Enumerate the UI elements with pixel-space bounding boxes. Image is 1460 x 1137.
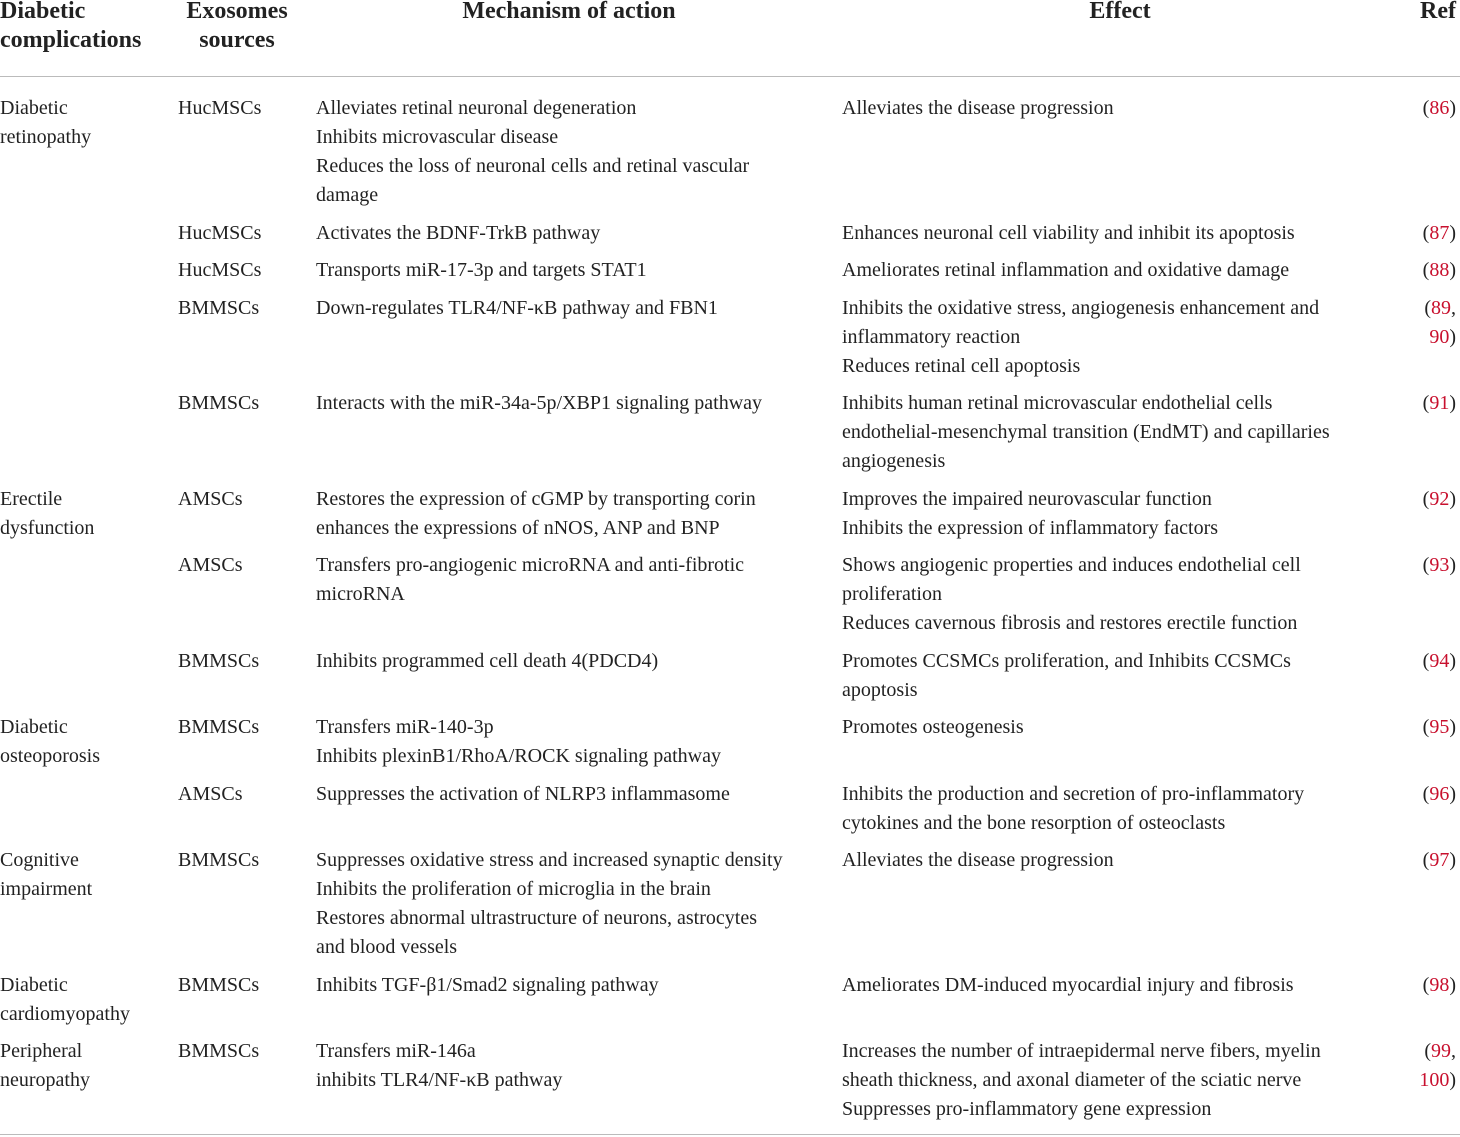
complication-cell: Diabetic cardiomyopathy bbox=[0, 973, 130, 1025]
ref-cell: (99, 100) bbox=[1419, 1040, 1456, 1091]
source-cell: AMSCs bbox=[178, 487, 243, 510]
mechanism-cell: Transfers miR-146a inhibits TLR4/NF-κB pathway bbox=[316, 1040, 563, 1091]
complication-cell: Cognitive impairment bbox=[0, 849, 93, 900]
ref-cell: (96) bbox=[1422, 782, 1456, 805]
mechanism-cell: Suppresses the activation of NLRP3 inflammasome bbox=[316, 782, 730, 805]
effect-cell: Inhibits human retinal microvascular endothelial cells endothelial-mesenchymal transition (EndMT) and capillaries angiogenesis bbox=[842, 392, 1330, 472]
reference-link[interactable]: 96 bbox=[1429, 782, 1450, 805]
mechanism-cell: Alleviates retinal neuronal degeneration Inhibits microvascular disease Reduces the loss of neuronal cells and retinal vascular damage bbox=[316, 97, 750, 206]
mechanism-cell: Inhibits TGF-β1/Smad2 signaling pathway bbox=[316, 973, 659, 996]
reference-link[interactable]: 98 bbox=[1429, 973, 1450, 996]
reference-link[interactable]: 89 bbox=[1431, 296, 1451, 319]
effect-cell: Ameliorates retinal inflammation and oxidative damage bbox=[842, 259, 1290, 281]
effect-cell: Increases the number of intraepidermal nerve fibers, myelin sheath thickness, and axonal diameter of the sciatic nerve Suppresses pro-inflammatory gene expression bbox=[842, 1040, 1321, 1120]
reference-link[interactable]: 95 bbox=[1429, 716, 1450, 738]
mechanism-cell: Inhibits programmed cell death 4(PDCD4) bbox=[316, 649, 659, 672]
source-cell: BMMSCs bbox=[178, 849, 260, 871]
reference-link[interactable]: 92 bbox=[1429, 487, 1450, 510]
mechanism-cell: Down-regulates TLR4/NF-κB pathway and FBN1 bbox=[316, 296, 718, 319]
complication-cell: Diabetic osteoporosis bbox=[0, 716, 100, 767]
effect-cell: Alleviates the disease progression bbox=[842, 849, 1114, 871]
reference-link[interactable]: 93 bbox=[1429, 554, 1450, 576]
mechanism-cell: Restores the expression of cGMP by transporting corin enhances the expressions of nNOS, ANP and BNP bbox=[316, 487, 756, 539]
effect-cell: Improves the impaired neurovascular function Inhibits the expression of inflammatory factors bbox=[842, 487, 1219, 539]
complication-cell: Peripheral neuropathy bbox=[0, 1040, 90, 1091]
effect-cell: Inhibits the oxidative stress, angiogenesis enhancement and inflammatory reaction Reduces retinal cell apoptosis bbox=[842, 296, 1320, 377]
effect-cell: Ameliorates DM-induced myocardial injury and fibrosis bbox=[842, 973, 1294, 996]
reference-link[interactable]: 86 bbox=[1429, 97, 1450, 119]
effect-cell: Enhances neuronal cell viability and inhibit its apoptosis bbox=[842, 221, 1295, 244]
complication-cell: Diabetic retinopathy bbox=[0, 97, 92, 148]
header-sources: Exosomes sources bbox=[186, 0, 288, 53]
source-cell: BMMSCs bbox=[178, 1040, 260, 1062]
source-cell: BMMSCs bbox=[178, 296, 260, 319]
effect-cell: Alleviates the disease progression bbox=[842, 97, 1114, 119]
ref-cell: (93) bbox=[1422, 554, 1456, 576]
mechanism-cell: Transports miR-17-3p and targets STAT1 bbox=[316, 259, 647, 281]
reference-link[interactable]: 94 bbox=[1429, 649, 1450, 672]
ref-cell: (87) bbox=[1422, 221, 1456, 244]
ref-cell: (89, 90) bbox=[1424, 296, 1456, 348]
header-ref: Ref bbox=[1420, 0, 1456, 24]
source-cell: HucMSCs bbox=[178, 97, 262, 119]
reference-link[interactable]: 87 bbox=[1429, 221, 1450, 244]
mechanism-cell: Interacts with the miR-34a-5p/XBP1 signaling pathway bbox=[316, 392, 763, 414]
reference-link[interactable]: 99 bbox=[1431, 1040, 1451, 1062]
effect-cell: Promotes CCSMCs proliferation, and Inhibits CCSMCs apoptosis bbox=[842, 649, 1291, 701]
header-rule bbox=[0, 76, 1460, 77]
ref-cell: (97) bbox=[1422, 849, 1456, 871]
reference-link[interactable]: 90 bbox=[1429, 325, 1450, 348]
mechanism-cell: Transfers miR-140-3p Inhibits plexinB1/RhoA/ROCK signaling pathway bbox=[316, 716, 721, 767]
effect-cell: Shows angiogenic properties and induces endothelial cell proliferation Reduces cavernous fibrosis and restores erectile function bbox=[842, 554, 1301, 634]
source-cell: BMMSCs bbox=[178, 973, 260, 996]
source-cell: HucMSCs bbox=[178, 221, 262, 244]
ref-cell: (98) bbox=[1422, 973, 1456, 996]
table-header bbox=[0, 0, 1460, 76]
reference-link[interactable]: 100 bbox=[1419, 1069, 1450, 1091]
bottom-rule bbox=[0, 1134, 1460, 1135]
effect-cell: Promotes osteogenesis bbox=[842, 716, 1024, 738]
source-cell: AMSCs bbox=[178, 782, 243, 805]
source-cell: BMMSCs bbox=[178, 649, 260, 672]
source-cell: BMMSCs bbox=[178, 392, 260, 414]
source-cell: BMMSCs bbox=[178, 716, 260, 738]
effect-cell: Inhibits the production and secretion of pro-inflammatory cytokines and the bone resorption of osteoclasts bbox=[842, 782, 1305, 834]
source-cell: AMSCs bbox=[178, 554, 243, 576]
complication-cell: Erectile dysfunction bbox=[0, 487, 95, 539]
header-effect: Effect bbox=[1089, 0, 1151, 24]
ref-cell: (86) bbox=[1422, 97, 1456, 119]
ref-cell: (91) bbox=[1422, 392, 1456, 414]
mechanism-cell: Suppresses oxidative stress and increased synaptic density Inhibits the proliferation of microglia in the brain Restores abnormal ultrastructure of neurons, astrocytes and blood vessels bbox=[316, 849, 783, 958]
reference-link[interactable]: 88 bbox=[1429, 259, 1450, 281]
mechanism-cell: Transfers pro-angiogenic microRNA and anti-fibrotic microRNA bbox=[316, 554, 745, 605]
header-complications: Diabetic complications bbox=[0, 0, 142, 53]
header-mechanism: Mechanism of action bbox=[462, 0, 676, 24]
source-cell: HucMSCs bbox=[178, 259, 262, 281]
mechanism-cell: Activates the BDNF-TrkB pathway bbox=[316, 221, 601, 244]
ref-cell: (88) bbox=[1422, 259, 1456, 281]
ref-cell: (95) bbox=[1422, 716, 1456, 738]
ref-cell: (92) bbox=[1422, 487, 1456, 510]
ref-cell: (94) bbox=[1422, 649, 1456, 672]
reference-link[interactable]: 91 bbox=[1429, 392, 1450, 414]
reference-link[interactable]: 97 bbox=[1429, 849, 1450, 871]
